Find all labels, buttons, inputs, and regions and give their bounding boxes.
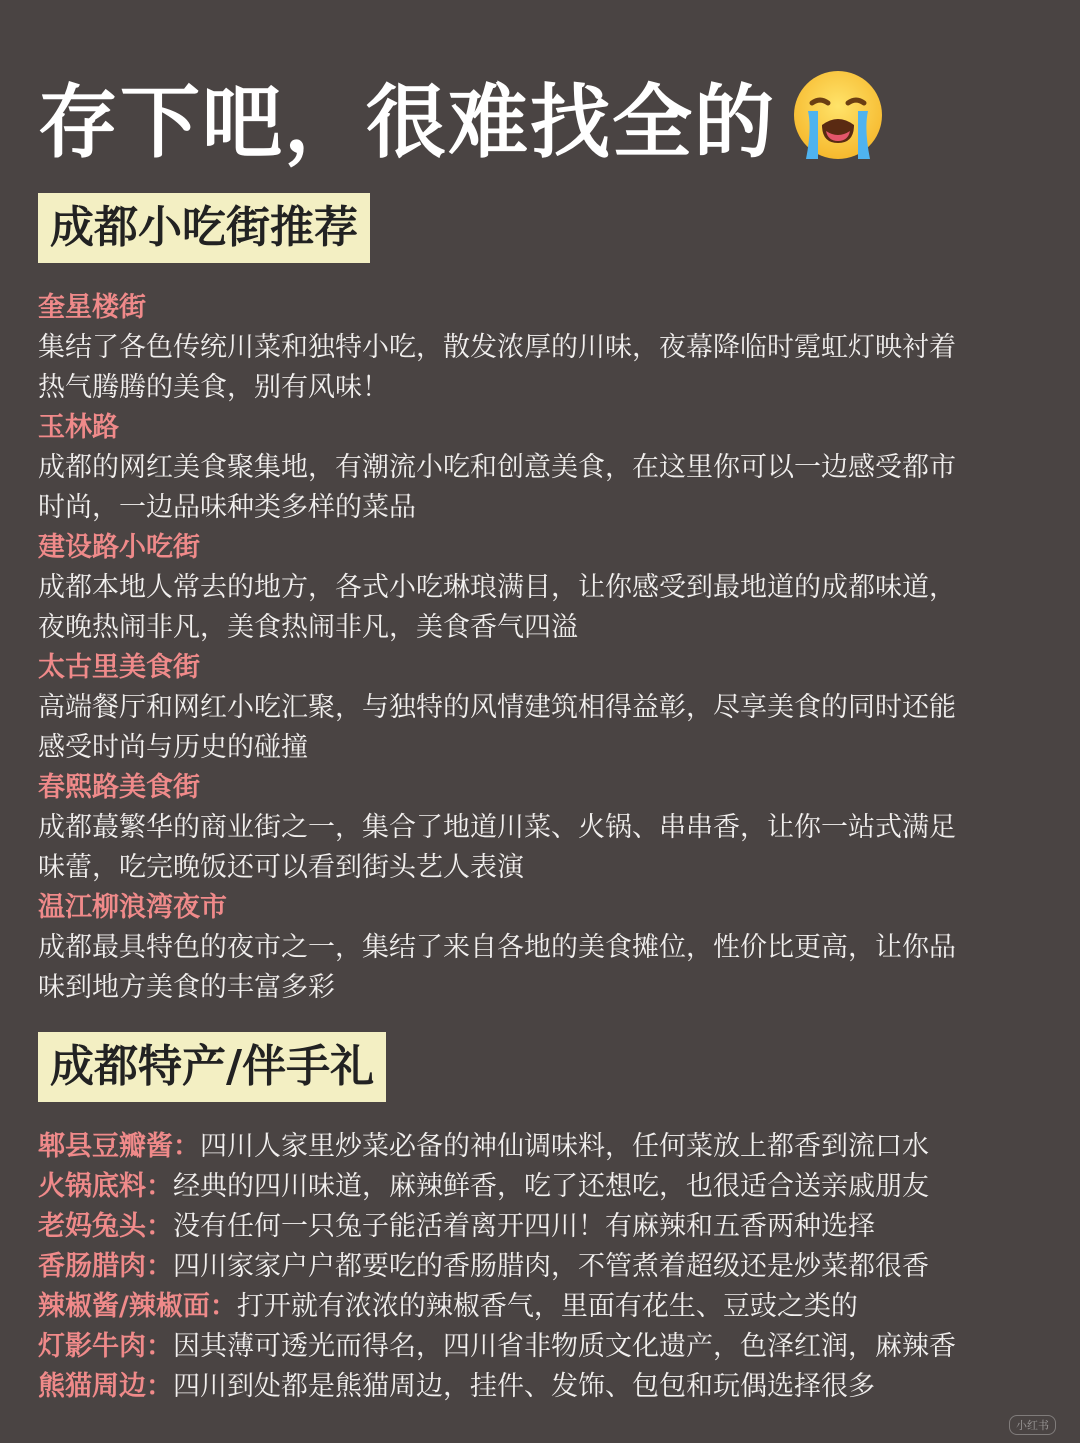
- street-desc-line: 集结了各色传统川菜和独特小吃，散发浓厚的川味，夜幕降临时霓虹灯映衬着: [38, 332, 956, 363]
- street-desc-line: 成都蕞繁华的商业街之一，集合了地道川菜、火锅、串串香，让你一站式满足: [38, 812, 956, 843]
- street-desc-line: 感受时尚与历史的碰撞: [38, 732, 308, 763]
- product-desc: 因其薄可透光而得名，四川省非物质文化遗产，色泽红润，麻辣香: [173, 1331, 956, 1362]
- street-desc-line: 成都的网红美食聚集地，有潮流小吃和创意美食，在这里你可以一边感受都市: [38, 452, 956, 483]
- watermark: 小红书: [1009, 1415, 1056, 1435]
- product-name: 熊猫周边：: [38, 1371, 173, 1402]
- section-label-streets: 成都小吃街推荐: [38, 193, 370, 263]
- title-row: [38, 60, 884, 170]
- street-desc-line: 热气腾腾的美食，别有风味！: [38, 372, 389, 403]
- list-item: [38, 1287, 1048, 1327]
- product-desc: 没有任何一只兔子能活着离开四川！有麻辣和五香两种选择: [173, 1211, 875, 1242]
- product-desc: 四川家家户户都要吃的香肠腊肉，不管煮着超级还是炒菜都很香: [173, 1251, 929, 1282]
- street-desc-line: 时尚，一边品味种类多样的菜品: [38, 492, 416, 523]
- product-name: 郫县豆瓣酱：: [38, 1131, 200, 1162]
- street-desc-line: 高端餐厅和网红小吃汇聚，与独特的风情建筑相得益彰，尽享美食的同时还能: [38, 692, 956, 723]
- street-name: 温江柳浪湾夜市: [38, 892, 227, 923]
- street-desc-line: 成都最具特色的夜市之一，集结了来自各地的美食摊位，性价比更高，让你品: [38, 932, 956, 963]
- street-desc-line: 成都本地人常去的地方，各式小吃琳琅满目，让你感受到最地道的成都味道，: [38, 572, 956, 603]
- list-item: [38, 1367, 1048, 1407]
- list-item: [38, 1207, 1048, 1247]
- list-item: [38, 408, 1048, 528]
- product-name: 老妈兔头：: [38, 1211, 173, 1242]
- street-desc-line: 夜晚热闹非凡，美食热闹非凡，美食香气四溢: [38, 612, 578, 643]
- list-item: [38, 1327, 1048, 1367]
- street-name: 建设路小吃街: [38, 532, 200, 563]
- street-name: 玉林路: [38, 412, 119, 443]
- product-name: 辣椒酱/辣椒面：: [38, 1291, 237, 1322]
- section-label-products: 成都特产/伴手礼: [38, 1032, 386, 1102]
- product-name: 灯影牛肉：: [38, 1331, 173, 1362]
- list-item: [38, 1127, 1048, 1167]
- loudly-crying-face-icon: [792, 69, 884, 161]
- product-name: 香肠腊肉：: [38, 1251, 173, 1282]
- street-desc-line: 味蕾，吃完晚饭还可以看到街头艺人表演: [38, 852, 524, 883]
- product-desc: 经典的四川味道，麻辣鲜香，吃了还想吃，也很适合送亲戚朋友: [173, 1171, 929, 1202]
- list-item: [38, 1167, 1048, 1207]
- product-desc: 四川到处都是熊猫周边，挂件、发饰、包包和玩偶选择很多: [173, 1371, 875, 1402]
- list-item: [38, 528, 1048, 648]
- street-name: 太古里美食街: [38, 652, 200, 683]
- product-desc: 四川人家里炒菜必备的神仙调味料，任何菜放上都香到流口水: [200, 1131, 929, 1162]
- list-item: [38, 1247, 1048, 1287]
- page-title: 存下吧，很难找全的: [38, 75, 776, 169]
- product-list: [38, 1127, 1048, 1407]
- street-desc-line: 味到地方美食的丰富多彩: [38, 972, 335, 1003]
- product-name: 火锅底料：: [38, 1171, 173, 1202]
- street-list: [38, 288, 1048, 1008]
- street-name: 奎星楼街: [38, 292, 146, 323]
- product-desc: 打开就有浓浓的辣椒香气，里面有花生、豆豉之类的: [236, 1291, 858, 1322]
- street-name: 春熙路美食街: [38, 772, 200, 803]
- list-item: [38, 888, 1048, 1008]
- list-item: [38, 648, 1048, 768]
- list-item: [38, 768, 1048, 888]
- list-item: [38, 288, 1048, 408]
